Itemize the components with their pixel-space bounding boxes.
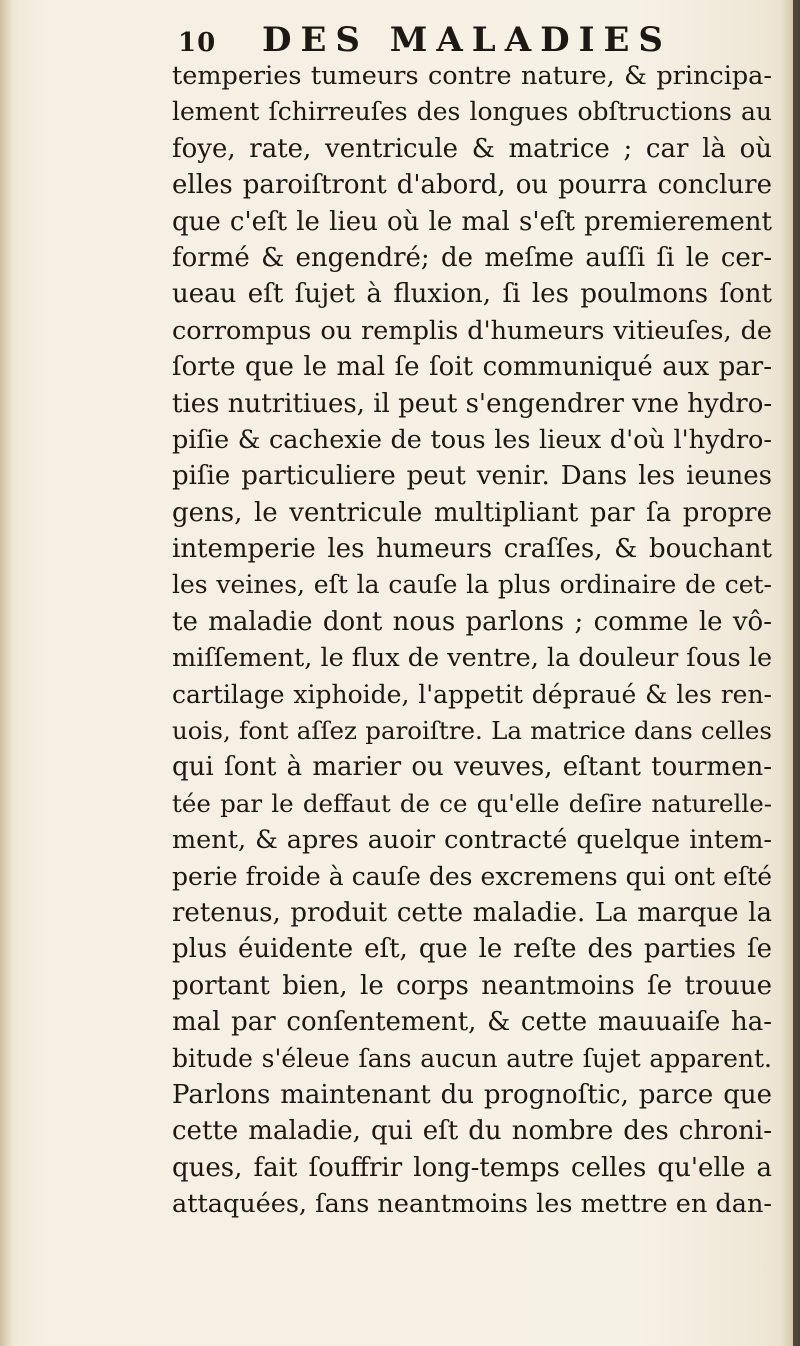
text-line: perie froide à cauſe des excremens qui ont eſté (172, 861, 772, 891)
text-line: attaquées, ſans neantmoins les mettre en dan- (172, 1189, 772, 1220)
text-line: ſorte que le mal ſe ſoit communiqué aux par- (172, 352, 772, 383)
text-line: Parlons maintenant du prognoſtic, parce que (172, 1079, 772, 1110)
running-head: DES MALADIES (262, 20, 672, 60)
page-number: 10 (178, 28, 217, 58)
text-line: ueau eſt ſujet à fluxion, ſi les poulmons ſont (172, 279, 772, 310)
text-line: plus éuidente eſt, que le reſte des parties ſe (172, 934, 772, 965)
page-header (178, 20, 672, 60)
text-line: tée par le deffaut de ce qu'elle deſire naturelle- (172, 788, 772, 818)
text-line: te maladie dont nous parlons ; comme le vô- (172, 606, 772, 637)
text-line: qui ſont à marier ou veuves, eſtant tourmen- (172, 752, 772, 783)
text-line: formé & engendré; de meſme auſſi ſi le cer- (172, 242, 772, 273)
text-line: foye, rate, ventricule & matrice ; car là où (172, 133, 772, 164)
text-line: corrompus ou remplis d'humeurs vitieuſes, de (172, 315, 772, 346)
text-line: cartilage xiphoide, l'appetit dépraué & les ren- (172, 679, 772, 709)
text-line: temperies tumeurs contre nature, & principa- (172, 61, 772, 91)
text-line: ques, fait ſouffrir long-temps celles qu'elle a (172, 1152, 772, 1183)
body-text (172, 58, 772, 1223)
text-line: mal par conſentement, & cette mauuaiſe ha- (172, 1007, 772, 1038)
text-line: les veines, eſt la cauſe la plus ordinaire de cet- (172, 570, 772, 600)
text-line: portant bien, le corps neantmoins ſe trouue (172, 970, 772, 1001)
text-line: miſſement, le flux de ventre, la douleur ſous le (172, 643, 772, 674)
text-line: uois, font aſſez paroiſtre. La matrice dans celles (172, 716, 772, 746)
page-binding-strip (793, 0, 800, 1346)
text-line: cette maladie, qui eſt du nombre des chroni- (172, 1116, 772, 1147)
text-line: piſie particuliere peut venir. Dans les ieunes (172, 461, 772, 492)
text-line: intemperie les humeurs craſſes, & bouchant (172, 534, 772, 565)
text-line: ties nutritiues, il peut s'engendrer vne hydro- (172, 388, 772, 419)
text-line: ment, & apres auoir contracté quelque intem- (172, 825, 772, 856)
text-line: lement ſchirreuſes des longues obſtructions au (172, 97, 772, 127)
text-line: bitude s'éleue ſans aucun autre ſujet apparent. (172, 1043, 772, 1073)
text-line: gens, le ventricule multipliant par ſa propre (172, 497, 772, 528)
text-line: elles paroiſtront d'abord, ou pourra conclure (172, 170, 772, 201)
text-line: retenus, produit cette maladie. La marque la (172, 897, 772, 928)
text-line: piſie & cachexie de tous les lieux d'où l'hydro- (172, 424, 772, 455)
text-line: que c'eſt le lieu où le mal s'eſt premierement (172, 206, 772, 237)
page-left-edge (0, 0, 14, 1346)
